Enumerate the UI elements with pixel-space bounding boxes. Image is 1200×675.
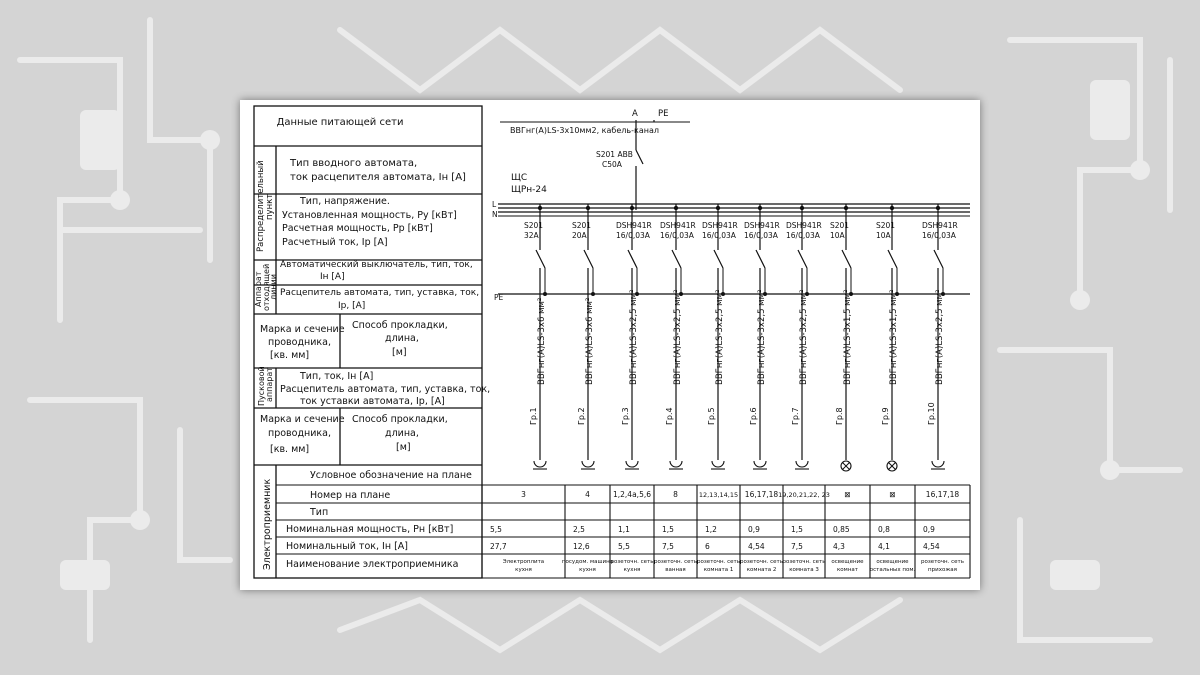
conductor-1-mark-line-3: [кв. мм] — [270, 350, 310, 361]
breaker-contact — [934, 250, 943, 268]
conductor-2-mark-line-1: Марка и сечение — [260, 414, 345, 425]
current-cell: 27,7 — [490, 542, 507, 551]
outgoing-release-line-1: Расцепитель автомата, тип, уставка, ток, — [280, 288, 480, 298]
current-cell: 7,5 — [791, 542, 803, 551]
starting-line-2: Расцепитель автомата, тип, уставка, ток, — [280, 384, 491, 395]
distribution-point-vertical-label-2: пункт — [265, 193, 275, 220]
receiver-row-power: Номинальная мощность, Pн [кВт] — [286, 524, 454, 535]
bus-label-l: L — [492, 200, 497, 209]
receiver-name-line-1: розеточн. сеть — [740, 559, 783, 565]
outgoing-vertical-label-1: Аппарат — [254, 271, 263, 307]
plan-number-cell: 16,17,18 — [744, 490, 779, 499]
distribution-params-line-3: Расчетная мощность, Pр [кВт] — [282, 223, 433, 234]
socket-symbol — [626, 461, 638, 467]
power-cell: 1,5 — [662, 525, 674, 534]
plan-number-cell: 8 — [673, 490, 678, 499]
group-label: Гр.3 — [621, 407, 630, 425]
pe-top-label: PE — [658, 109, 669, 119]
breaker-type-label: DSH941R — [702, 221, 738, 230]
receiver-name-line-1: посудом. машина — [561, 559, 614, 565]
receiver-name-line-2: комната 3 — [789, 567, 819, 573]
breaker-type-label: DSH941R — [616, 221, 652, 230]
cable-label: ВВГнг(А)LS-3х1,5 мм² — [889, 289, 899, 385]
breaker-type-label: DSH941R — [922, 221, 958, 230]
breaker-contact — [842, 250, 851, 268]
feeder-8 — [830, 204, 864, 573]
receiver-name-line-2: остальных пом. — [869, 567, 916, 573]
cable-label: ВВГнг(А)LS-3х1,5 мм² — [843, 289, 853, 385]
input-breaker-line-1: Тип вводного автомата, — [290, 158, 418, 169]
breaker-rating-label: 16/0,03A — [616, 231, 650, 240]
receiver-name-line-2: кухня — [515, 567, 532, 573]
current-cell: 4,3 — [833, 542, 845, 551]
breaker-rating-label: 16/0,03A — [702, 231, 736, 240]
power-cell: 2,5 — [573, 525, 585, 534]
receiver-name-line-2: кухня — [623, 567, 641, 573]
schematic-sheet — [240, 100, 980, 590]
pe-bus-label: PE — [494, 293, 504, 302]
breaker-type-label: DSH941R — [786, 221, 822, 230]
input-breaker-line-2: ток расцепителя автомата, Iн [А] — [290, 172, 466, 183]
panel-label-1: ЩС — [511, 173, 528, 183]
plan-number-cell: ⊠ — [889, 490, 896, 499]
breaker-rating-label: 32A — [524, 231, 539, 240]
outgoing-vertical-label-3: линии — [269, 274, 278, 300]
receiver-name-line-1: освещение — [876, 559, 909, 565]
outgoing-breaker-line-2: Iн [А] — [320, 272, 345, 282]
cable-label: ВВГнг(А)LS-3х6 мм² — [585, 297, 595, 385]
conductor-1-laying-line-1: Способ прокладки, — [352, 320, 448, 331]
plan-number-cell: 1,2,4а,5,6 — [613, 490, 651, 499]
receiver-row-plan-symbol: Условное обозначение на плане — [310, 470, 472, 481]
power-cell: 1,2 — [705, 525, 717, 534]
receiver-name-line-1: Электроплита — [502, 559, 545, 565]
power-cell: 1,1 — [618, 525, 630, 534]
breaker-contact — [756, 250, 765, 268]
plan-number-cell: 12,13,14,15 — [698, 491, 739, 499]
distribution-params-line-2: Установленная мощность, Pу [кВт] — [282, 210, 457, 221]
breaker-rating-label: 10A — [876, 231, 891, 240]
receiver-name-line-2: комнат — [836, 567, 859, 573]
socket-symbol — [670, 461, 682, 467]
feeder-7 — [778, 204, 830, 573]
main-breaker-label-2: C50A — [602, 160, 622, 169]
group-label: Гр.5 — [707, 407, 716, 425]
bus-label-n: N — [492, 210, 498, 219]
plan-number-cell: ⊠ — [844, 490, 851, 499]
breaker-rating-label: 10A — [830, 231, 845, 240]
group-label: Гр.7 — [791, 407, 800, 425]
breaker-contact — [536, 250, 545, 268]
cable-label: ВВГнг(А)LS-3х2,5 мм² — [629, 289, 639, 385]
power-cell: 5,5 — [490, 525, 502, 534]
feeder-5 — [697, 204, 740, 573]
conductor-2-mark-line-3: [кв. мм] — [270, 444, 310, 455]
breaker-type-label: DSH941R — [744, 221, 780, 230]
distribution-params-line-1: Тип, напряжение. — [300, 196, 390, 207]
receiver-name-line-1: освещение — [831, 559, 864, 565]
supply-feed — [500, 109, 690, 210]
conductor-2-mark-line-2: проводника, — [268, 428, 331, 439]
pe-tap — [591, 292, 595, 296]
feeder-9 — [870, 204, 916, 573]
conductor-2-laying-line-2: длина, — [385, 428, 419, 439]
socket-symbol — [534, 461, 546, 467]
breaker-contact — [672, 250, 681, 268]
feeder-columns — [490, 204, 964, 573]
group-label: Гр.4 — [665, 407, 674, 425]
power-cell: 0,85 — [833, 525, 850, 534]
breaker-type-label: S201 — [876, 221, 896, 230]
receiver-row-plan-number: Номер на плане — [310, 490, 391, 501]
receiver-name-line-2: кухня — [579, 567, 596, 573]
feeder-4 — [654, 204, 697, 573]
group-label: Гр.10 — [927, 402, 936, 425]
conductor-2-laying-line-1: Способ прокладки, — [352, 414, 448, 425]
plan-number-cell: 3 — [521, 490, 526, 499]
breaker-rating-label: 16/0,03A — [744, 231, 778, 240]
receiver-name-line-2: комната 1 — [703, 567, 734, 573]
breaker-contact — [628, 250, 637, 268]
current-cell: 4,1 — [878, 542, 890, 551]
cable-label: ВВГнг(А)LS-3х2,5 мм² — [799, 289, 809, 385]
breaker-contact — [798, 250, 807, 268]
receiver-name-line-1: розеточн. сеть — [697, 559, 740, 565]
feeder-10 — [921, 204, 964, 573]
feed-cable-label: ВВГнг(А)LS-3х10мм2, кабель-канал — [510, 126, 659, 135]
breaker-type-label: DSH941R — [660, 221, 696, 230]
feeder-3 — [611, 204, 654, 573]
feeder-2 — [562, 204, 613, 573]
group-label: Гр.2 — [577, 407, 586, 425]
current-cell: 4,54 — [748, 542, 765, 551]
busbars — [492, 200, 970, 302]
main-breaker-label-1: S201 ABB — [596, 150, 633, 159]
breaker-type-label: S201 — [830, 221, 850, 230]
receiver-row-type: Тип — [310, 507, 329, 518]
starting-vertical-label-2: аппарат — [265, 367, 274, 402]
cable-label: ВВГнг(А)LS-3х6 мм² — [537, 297, 547, 385]
power-cell: 0,9 — [748, 525, 760, 534]
cable-label: ВВГнг(А)LS-3х2,5 мм² — [935, 289, 945, 385]
group-label: Гр.9 — [881, 407, 890, 425]
starting-line-1: Тип, ток, Iн [А] — [300, 371, 374, 382]
group-label: Гр.8 — [835, 407, 844, 425]
receiver-name-line-1: розеточн. сеть — [610, 559, 654, 565]
breaker-contact — [714, 250, 723, 268]
outgoing-breaker-line-1: Автоматический выключатель, тип, ток, — [280, 260, 473, 270]
socket-symbol — [712, 461, 724, 467]
socket-symbol — [796, 461, 808, 467]
starting-line-3: ток уставки автомата, Iр, [А] — [300, 396, 445, 407]
current-cell: 12,6 — [573, 542, 590, 551]
breaker-type-label: S201 — [524, 221, 544, 230]
power-cell: 1,5 — [791, 525, 803, 534]
group-label: Гр.6 — [749, 407, 758, 425]
power-cell: 0,9 — [923, 525, 935, 534]
panel-label-2: ЩРн-24 — [511, 185, 547, 195]
conductor-1-laying-line-2: длина, — [385, 333, 419, 344]
conductor-2-laying-line-3: [м] — [396, 442, 411, 453]
receiver-row-current: Номинальный ток, Iн [А] — [286, 541, 408, 552]
breaker-rating-label: 20A — [572, 231, 587, 240]
plan-number-cell: 16,17,18 — [925, 490, 960, 499]
receiver-name-line-1: розеточн. сеть — [921, 559, 964, 565]
current-cell: 4,54 — [923, 542, 940, 551]
socket-symbol — [932, 461, 944, 467]
distribution-point-vertical-label-1: Распределительный — [256, 160, 266, 252]
receiver-name-line-1: розеточн. сеть — [782, 559, 826, 565]
socket-symbol — [754, 461, 766, 467]
receiver-name-line-2: прихожая — [928, 567, 957, 573]
plan-number-cell: 4 — [585, 490, 590, 499]
plan-number-cell: 19,20,21,22, 23 — [778, 491, 830, 499]
conductor-1-mark-line-1: Марка и сечение — [260, 324, 345, 335]
receiver-row-name: Наименование электроприемника — [286, 559, 459, 570]
feeder-1 — [490, 204, 547, 573]
socket-symbol — [582, 461, 594, 467]
receiver-vertical-label: Электроприемник — [262, 478, 273, 570]
receiver-name-line-1: розеточн. сеть — [654, 559, 697, 565]
outgoing-release-line-2: Iр, [А] — [338, 301, 366, 311]
outgoing-vertical-label-2: отходящей — [262, 263, 271, 311]
breaker-contact — [888, 250, 897, 268]
breaker-rating-label: 16/0,03A — [922, 231, 956, 240]
feeder-6 — [740, 204, 783, 573]
starting-vertical-label-1: Пусковой — [257, 366, 266, 406]
breaker-type-label: S201 — [572, 221, 592, 230]
receiver-name-line-2: комната 2 — [746, 567, 777, 573]
group-label: Гр.1 — [529, 407, 538, 425]
receiver-name-line-2: ванная — [665, 567, 686, 573]
power-cell: 0,8 — [878, 525, 890, 534]
conductor-1-laying-line-3: [м] — [392, 347, 407, 358]
cable-label: ВВГнг(А)LS-3х2,5 мм² — [757, 289, 767, 385]
pe-tap — [543, 292, 547, 296]
supply-network-data-label: Данные питающей сети — [276, 117, 404, 128]
current-cell: 6 — [705, 542, 710, 551]
breaker-contact — [584, 250, 593, 268]
distribution-params-line-4: Расчетный ток, Iр [А] — [282, 237, 388, 248]
current-cell: 7,5 — [662, 542, 674, 551]
current-cell: 5,5 — [618, 542, 630, 551]
cable-label: ВВГнг(А)LS-3х2,5 мм² — [673, 289, 683, 385]
phase-label: A — [632, 109, 638, 119]
breaker-rating-label: 16/0,03A — [786, 231, 820, 240]
breaker-rating-label: 16/0,03A — [660, 231, 694, 240]
cable-label: ВВГнг(А)LS-3х2,5 мм² — [715, 289, 725, 385]
conductor-1-mark-line-2: проводника, — [268, 337, 331, 348]
